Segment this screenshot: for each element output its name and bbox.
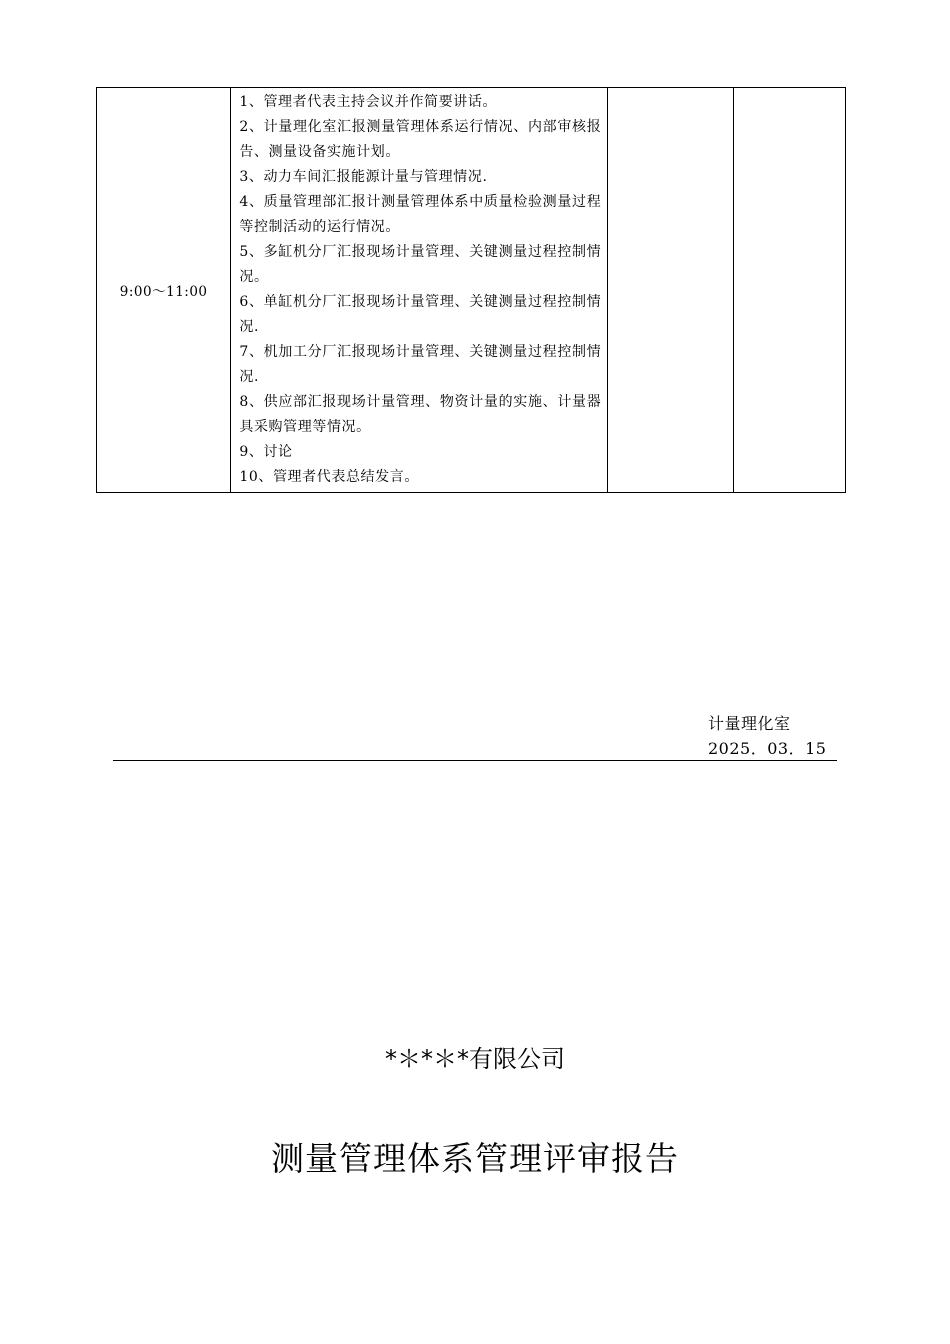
list-item: 7、机加工分厂汇报现场计量管理、关键测量过程控制情况. (239, 344, 602, 385)
time-cell: 9:00～11:00 (97, 88, 231, 493)
list-item: 10、管理者代表总结发言。 (239, 469, 419, 485)
signature-date: 2025．03．15 (708, 739, 827, 758)
list-item: 4、质量管理部汇报计测量管理体系中质量检验测量过程等控制活动的运行情况。 (239, 194, 602, 235)
list-item: 3、动力车间汇报能源计量与管理情况. (239, 169, 488, 185)
signature-block (708, 711, 826, 761)
report-title: 测量管理体系管理评审报告 (271, 1139, 679, 1178)
list-item: 6、单缸机分厂汇报现场计量管理、关键测量过程控制情况. (239, 294, 602, 335)
list-item: 5、多缸机分厂汇报现场计量管理、关键测量过程控制情况。 (239, 244, 602, 285)
department-name: 计量理化室 (708, 714, 791, 733)
list-item: 8、供应部汇报现场计量管理、物资计量的实施、计量器具采购管理等情况。 (239, 394, 602, 435)
empty-cell-b (733, 88, 845, 493)
list-item: 1、管理者代表主持会议并作简要讲话。 (239, 94, 498, 110)
agenda-content-cell (231, 88, 608, 493)
agenda-table (96, 87, 846, 493)
company-name: *＊*＊*有限公司 (385, 1045, 565, 1073)
list-item: 2、计量理化室汇报测量管理体系运行情况、内部审核报告、测量设备实施计划。 (239, 119, 602, 160)
table-row (97, 88, 846, 493)
empty-cell-a (608, 88, 733, 493)
divider-line (113, 760, 837, 761)
list-item: 9、讨论 (239, 444, 293, 460)
